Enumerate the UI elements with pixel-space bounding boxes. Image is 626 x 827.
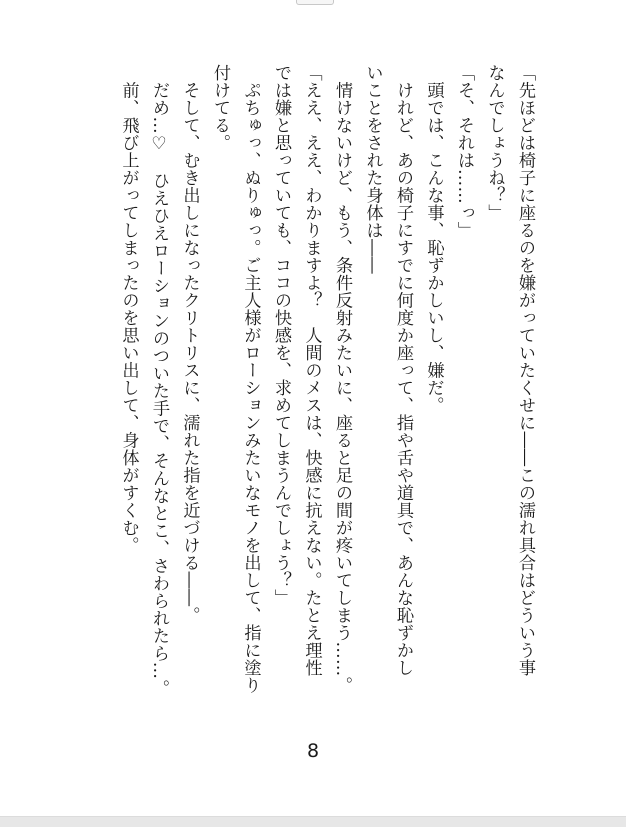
- text-line-3: 「そ、それは……っ」: [454, 64, 474, 239]
- text-line-7: 情けないけど、もう、条件反射みたいに、座ると足の間が疼いてしまう……。: [332, 64, 352, 694]
- top-page-tab: [296, 0, 334, 5]
- text-line-6: いことをされた身体は――: [362, 64, 383, 274]
- vertical-text-body: [113, 64, 540, 704]
- text-line-14: 前、飛び上がってしまったのを思い出して、身体がすくむ。: [118, 64, 139, 554]
- text-line-5: けれど、あの椅子にすでに何度か座って、指や舌や道具で、あんな恥ずかし: [393, 64, 413, 677]
- text-line-4: 頭では、こんな事、恥ずかしいし、嫌だ。: [423, 64, 444, 414]
- text-line-9: では嫌と思っていても、ココの快感を、求めてしまうんでしょう？」: [271, 64, 291, 607]
- text-line-12: そして、むき出しになったクリトリスに、濡れた指を近づける――。: [179, 64, 200, 624]
- text-line-8: 「ええ、ええ、わかりますよ？ 人間のメスは、快感に抗えない。たとえ理性: [301, 64, 322, 677]
- bottom-scroll-bar[interactable]: [0, 816, 626, 827]
- text-line-1: 「先ほどは椅子に座るのを嫌がっていたくせに――この濡れ具合はどういう事: [515, 64, 535, 677]
- text-line-2: なんでしょうね？」: [484, 64, 505, 222]
- text-line-13: だめ…♡ ひえひえローションのついた手で、そんなとこ、さわられたら…。: [149, 64, 169, 697]
- text-line-11: 付けてる。: [210, 64, 230, 152]
- text-line-10: ぷちゅっ、ぬりゅっ。ご主人様がローションみたいなモノを出して、指に塗り: [240, 64, 261, 694]
- page-number: 8: [306, 740, 320, 762]
